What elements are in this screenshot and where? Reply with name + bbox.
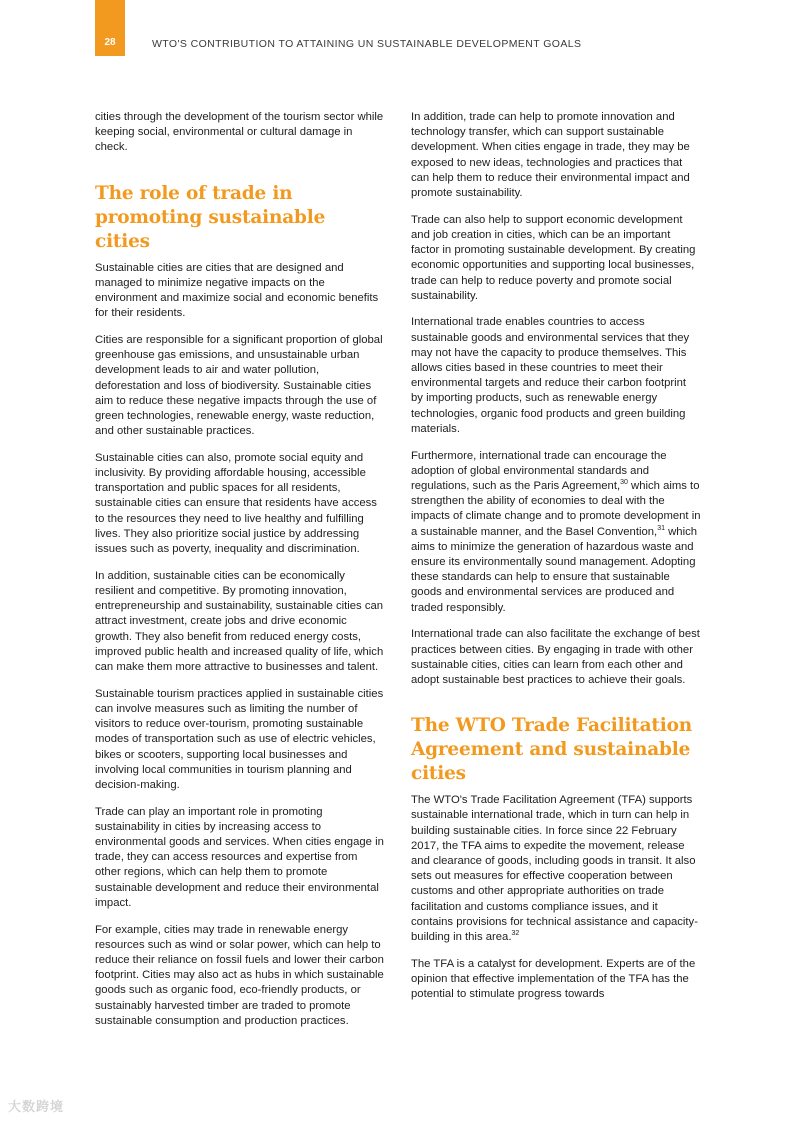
watermark: 大数跨境 — [8, 1099, 65, 1114]
paragraph: Sustainable tourism practices applied in sustainable cities can involve measures such as limiting the number of visitors to reduce over-tourism, promoting sustainable modes of transportation such as use of electric vehicles, bikes or scooters, supporting local businesses and involving local communities in tourism planning and decision-making. — [95, 687, 384, 791]
paragraph: Trade can also help to support economic development and job creation in cities, which can be an important factor in promoting sustainable development. By creating economic opportunities and supporting local businesses, trade can help to reduce poverty and promote social sustainability. — [411, 213, 696, 302]
text-run: Furthermore, international trade can encourage the adoption of global environmental standards and regulations, such as the Paris Agreement, — [411, 449, 667, 492]
page-number: 28 — [104, 37, 116, 48]
paragraph: Cities are responsible for a significant proportion of global greenhouse gas emissions, and unsustainable urban development leads to air and water pollution, deforestation and loss of biodiversity. Sustainable cities aim to reduce these negative impacts through the use of green technologies, renewable energy, waste reduction, and other sustainable practices. — [95, 333, 383, 438]
right-column — [411, 110, 701, 1014]
paragraph: Trade can play an important role in promoting sustainability in cities by increasing access to environmental goods and services. When cities engage in trade, they can access resources and expertise from other regions, which can help them to promote sustainable development and reduce their environmental impact. — [95, 805, 384, 909]
text-run: The WTO's Trade Facilitation Agreement (TFA) supports sustainable international trade, which in turn can help in building sustainable cities. In force since 22 February 2017, the TFA aims to expedite the movement, release and clearance of goods, including goods in transit. It also sets out measures for effective cooperation between customs and other appropriate authorities on trade facilitation and customs compliance issues, and it contains provisions for technical assistance and capacity-building in this area. — [411, 794, 698, 943]
footnote-ref: 32 — [511, 930, 520, 938]
page-number-tab — [95, 0, 125, 56]
paragraph-with-footnote — [411, 793, 701, 945]
footnote-ref: 31 — [657, 524, 665, 532]
paragraph: Sustainable cities can also, promote social equity and inclusivity. By providing affordable housing, accessible transportation and public spaces for all residents, sustainable cities can ensure that residents have access to the resources they need to live healthy and fulfilling lives. They also prioritize social justice by addressing issues such as poverty, inequality and discrimination. — [95, 451, 377, 556]
paragraph: Sustainable cities are cities that are designed and managed to minimize negative impacts on the environment and maximize social and economic benefits for their residents. — [95, 261, 379, 320]
paragraph: The TFA is a catalyst for development. Experts are of the opinion that effective implementation of the TFA has the potential to stimulate progress towards — [411, 957, 696, 1001]
paragraph: For example, cities may trade in renewable energy resources such as wind or solar power, which can help to reduce their reliance on fossil fuels and lower their carbon footprint. Cities may also act as hubs in which sustainable goods such as organic food, eco-friendly products, or sustainably harvested timber are traded to promote sustainable consumption and production practices. — [95, 923, 384, 1027]
paragraph: International trade can also facilitate the exchange of best practices between cities. By engaging in trade with other sustainable cities, cities can learn from each other and adopt sustainable best practices to achieve their goals. — [411, 628, 700, 686]
text-run: which aims to minimize the generation of hazardous waste and ensure its environmentally sound management. Adopting these standards can help to ensure that sustainable goods and environmental services are produced and traded responsibly. — [411, 525, 698, 614]
section-heading-tfa: The WTO Trade Facilitation Agreement and sustainable cities — [411, 715, 692, 785]
paragraph: International trade enables countries to access sustainable goods and environmental services that they may not have the capacity to produce themselves. This allows cities based in these countries to meet their environmental targets and reduce their carbon footprint by importing products, such as renewable energy technologies, organic food products and green building materials. — [411, 316, 690, 435]
footnote-ref: 30 — [620, 479, 628, 487]
paragraph: cities through the development of the tourism sector while keeping social, environmental or cultural damage in check. — [95, 111, 384, 154]
paragraph: In addition, sustainable cities can be economically resilient and competitive. By promoting innovation, entrepreneurship and sustainability, sustainable cities can attract investment, create jobs and drive economic growth. They also benefit from reduced energy costs, improved public health and increased quality of life, which can make them more attractive to businesses and talent. — [95, 569, 384, 673]
section-heading-role-of-trade: The role of trade in promoting sustainable cities — [95, 182, 326, 252]
paragraph-with-footnotes — [411, 449, 701, 616]
left-column — [95, 110, 385, 1040]
running-head: WTO'S CONTRIBUTION TO ATTAINING UN SUSTAINABLE DEVELOPMENT GOALS — [152, 38, 582, 50]
text-run: which aims to strengthen the ability of economies to deal with the impacts of climate change and to promote development in a sustainable manner, and the Basel Convention, — [411, 479, 701, 538]
paragraph: In addition, trade can help to promote innovation and technology transfer, which can support sustainable development. When cities engage in trade, they may be exposed to new ideas, technologies and practices that can help them to reduce their environmental impact and promote sustainability. — [411, 111, 690, 200]
